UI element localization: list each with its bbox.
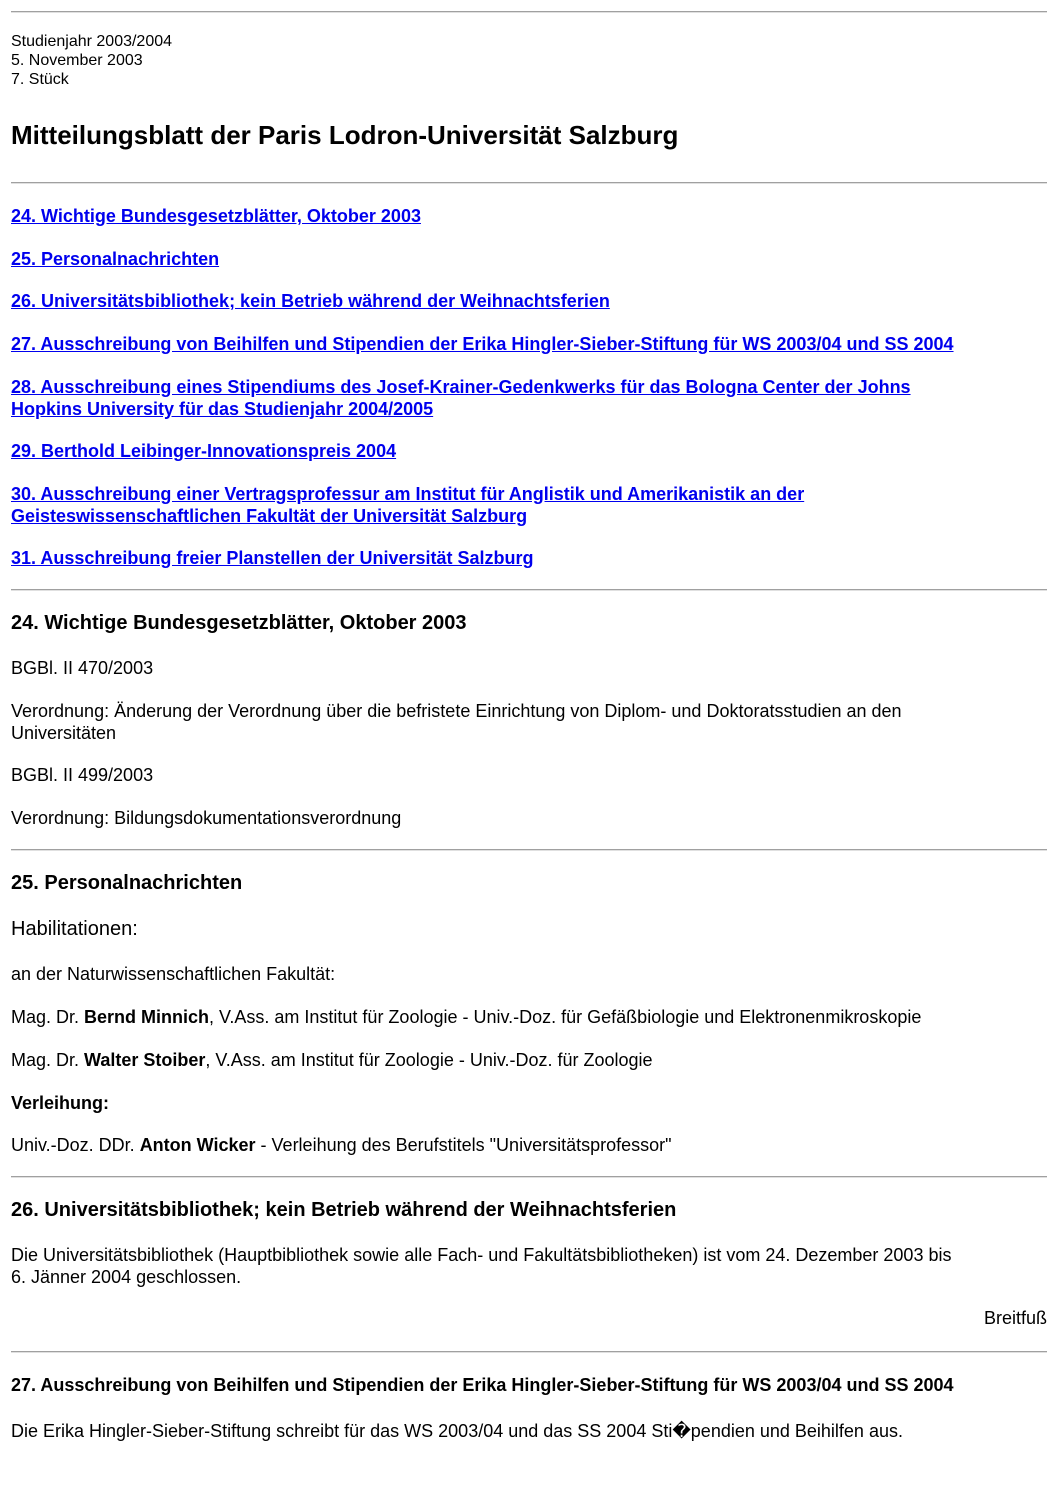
personnel-entry: Mag. Dr. Bernd Minnich, V.Ass. am Institut für Zoologie - Univ.-Doz. für Gefäßbiologie und Elektronenmikroskopie xyxy=(11,1007,922,1027)
section-25-heading: 25. Personalnachrichten xyxy=(11,872,243,894)
toc-link-29[interactable]: 29. Berthold Leibinger-Innovationspreis 2004 xyxy=(11,441,397,461)
toc-link-27[interactable]: 27. Ausschreibung von Beihilfen und Stipendien der Erika Hingler-Sieber-Stiftung für WS 2003/04 und SS 2004 xyxy=(11,334,954,354)
section-24-text: Verordnung: Änderung der Verordnung über die befristete Einrichtung von Diplom- und Doktoratsstudien an den Universitäten xyxy=(11,701,902,743)
faculty-label: an der Naturwissenschaftlichen Fakultät: xyxy=(11,964,336,984)
section-27-heading: 27. Ausschreibung von Beihilfen und Stipendien der Erika Hingler-Sieber-Stiftung für WS 2003/04 und SS 2004 xyxy=(11,1375,954,1395)
bgbl-reference: BGBl. II 499/2003 xyxy=(11,765,154,785)
divider xyxy=(11,1351,1047,1353)
divider xyxy=(11,1176,1047,1178)
toc-link-28[interactable]: 28. Ausschreibung eines Stipendiums des Josef-Krainer-Gedenkwerks für das Bologna Center der Johns Hopkins University für das Studienjahr 2004/2005 xyxy=(11,377,911,419)
bgbl-reference: BGBl. II 470/2003 xyxy=(11,658,154,678)
divider xyxy=(11,849,1047,851)
issue-number: 7. Stück xyxy=(11,71,69,88)
section-24-text: Verordnung: Bildungsdokumentationsverordnung xyxy=(11,808,402,828)
issue-date: 5. November 2003 xyxy=(11,52,143,69)
section-26-text: Die Universitätsbibliothek (Hauptbibliothek sowie alle Fach- und Fakultätsbibliotheken) ist vom 24. Dezember 2003 bis 6. Jänner 2004 geschlossen. xyxy=(11,1245,952,1287)
award-label: Verleihung: xyxy=(11,1093,110,1113)
personnel-entry: Univ.-Doz. DDr. Anton Wicker - Verleihung des Berufstitels "Universitätsprofessor" xyxy=(11,1135,672,1155)
section-24-heading: 24. Wichtige Bundesgesetzblätter, Oktober 2003 xyxy=(11,612,467,634)
signature: Breitfuß xyxy=(983,1308,1047,1328)
habilitations-label: Habilitationen: xyxy=(11,918,138,940)
person-name: Bernd Minnich xyxy=(84,1007,210,1027)
toc-link-31[interactable]: 31. Ausschreibung freier Planstellen der Universität Salzburg xyxy=(11,548,534,568)
top-divider xyxy=(11,11,1047,13)
page-title: Mitteilungsblatt der Paris Lodron-Universität Salzburg xyxy=(11,120,679,150)
divider xyxy=(11,182,1047,184)
section-27-text: Die Erika Hingler-Sieber-Stiftung schreibt für das WS 2003/04 und das SS 2004 Sti�pendien und Beihilfen aus. xyxy=(11,1421,903,1441)
toc-link-24[interactable]: 24. Wichtige Bundesgesetzblätter, Oktober 2003 xyxy=(11,206,421,226)
toc-link-26[interactable]: 26. Universitätsbibliothek; kein Betrieb während der Weihnachtsferien xyxy=(11,291,610,311)
study-year: Studienjahr 2003/2004 xyxy=(11,33,173,50)
section-26-heading: 26. Universitätsbibliothek; kein Betrieb während der Weihnachtsferien xyxy=(11,1199,677,1221)
divider xyxy=(11,589,1047,591)
person-name: Walter Stoiber xyxy=(84,1050,206,1070)
toc-link-25[interactable]: 25. Personalnachrichten xyxy=(11,249,220,269)
toc-link-30[interactable]: 30. Ausschreibung einer Vertragsprofessur am Institut für Anglistik und Amerikanistik an der Geisteswissenschaftlichen Fakultät der Universität Salzburg xyxy=(11,484,805,526)
personnel-entry: Mag. Dr. Walter Stoiber, V.Ass. am Institut für Zoologie - Univ.-Doz. für Zoologie xyxy=(11,1050,653,1070)
person-name: Anton Wicker xyxy=(139,1135,256,1155)
